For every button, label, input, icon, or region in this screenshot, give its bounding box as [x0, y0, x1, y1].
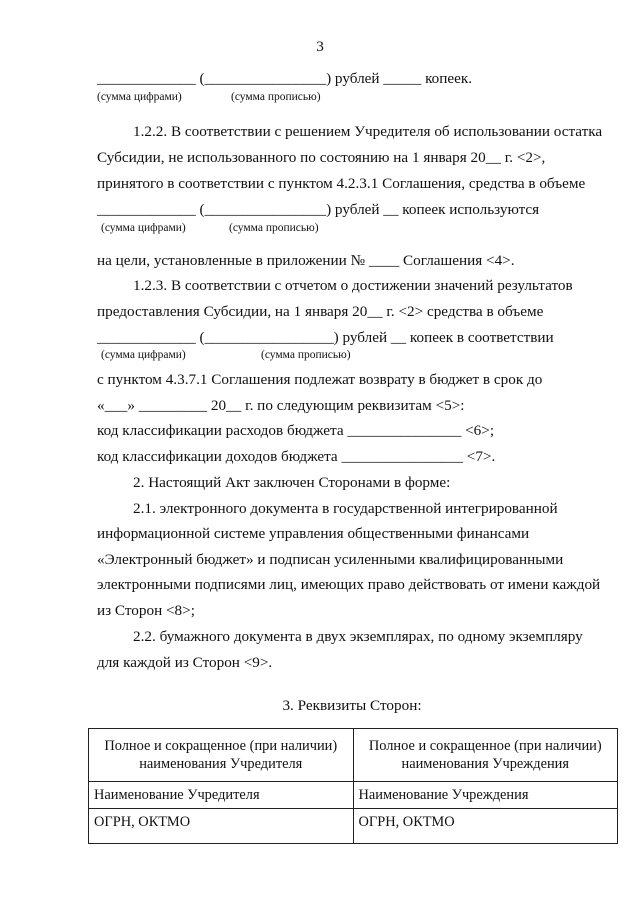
table-row [89, 809, 618, 844]
institution-ogrn-cell: ОГРН, ОКТМО [353, 809, 618, 844]
section-3-title: 3. Реквизиты Сторон: [282, 697, 422, 714]
amount-line-3: _____________ (_________________) рублей __ копеек в соответствии [97, 329, 554, 346]
paragraph-1-2-3-line-4: с пунктом 4.3.7.1 Соглашения подлежат возврату в бюджет в срок до [97, 371, 543, 388]
caption-sum-words-2: (сумма прописью) [229, 222, 319, 234]
paragraph-1-2-2-line-5: на цели, установленные в приложении № ____ Соглашения <4>. [97, 252, 515, 269]
table-row [89, 729, 618, 782]
income-classification-code: код классификации доходов бюджета ________________ <7>. [97, 448, 496, 465]
paragraph-2-1-line-3: «Электронный бюджет» и подписан усиленными квалифицированными [97, 551, 564, 568]
amount-line-2: _____________ (________________) рублей __ копеек используются [97, 201, 540, 218]
institution-name-cell: Наименование Учреждения [353, 782, 618, 809]
expense-classification-code: код классификации расходов бюджета _______________ <6>; [97, 422, 495, 439]
requisites-table [88, 728, 618, 844]
paragraph-1-2-2-line-2: Субсидии, не использованного по состоянию на 1 января 20__ г. <2>, [97, 149, 546, 166]
paragraph-1-2-2-line-3: принятого в соответствии с пунктом 4.2.3.1 Соглашения, средства в объеме [97, 175, 586, 192]
paragraph-2-2-line-2: для каждой из Сторон <9>. [97, 654, 273, 671]
paragraph-1-2-3-line-2: предоставления Субсидии, на 1 января 20__ г. <2> средства в объеме [97, 303, 544, 320]
paragraph-2-1-line-2: информационной системе управления общественными финансами [97, 525, 530, 542]
caption-sum-digits-3: (сумма цифрами) [101, 349, 186, 361]
paragraph-2-1-line-4: электронными подписями лиц, имеющих право действовать от имени каждой [97, 576, 601, 593]
paragraph-2-1-line-5: из Сторон <8>; [97, 602, 195, 619]
founder-name-cell: Наименование Учредителя [89, 782, 354, 809]
paragraph-1-2-3-line-1: 1.2.3. В соответствии с отчетом о достижении значений результатов [133, 277, 573, 294]
paragraph-1-2-2-line-1: 1.2.2. В соответствии с решением Учредителя об использовании остатка [133, 123, 603, 140]
paragraph-2-2-line-1: 2.2. бумажного документа в двух экземплярах, по одному экземпляру [133, 628, 583, 645]
table-row [89, 782, 618, 809]
header-institution-name: Полное и сокращенное (при наличии) наименования Учреждения [353, 729, 618, 782]
amount-line-1: _____________ (________________) рублей _____ копеек. [97, 70, 473, 87]
caption-sum-digits-1: (сумма цифрами) [97, 91, 182, 103]
caption-sum-digits-2: (сумма цифрами) [101, 222, 186, 234]
page-number: 3 [316, 38, 324, 55]
paragraph-1-2-3-line-5: «___» _________ 20__ г. по следующим реквизитам <5>: [97, 397, 465, 414]
founder-ogrn-cell: ОГРН, ОКТМО [89, 809, 354, 844]
header-founder-name: Полное и сокращенное (при наличии) наименования Учредителя [89, 729, 354, 782]
caption-sum-words-3: (сумма прописью) [261, 349, 351, 361]
paragraph-2-1-line-1: 2.1. электронного документа в государственной интегрированной [133, 500, 558, 517]
caption-sum-words-1: (сумма прописью) [231, 91, 321, 103]
paragraph-2: 2. Настоящий Акт заключен Сторонами в форме: [133, 474, 451, 491]
